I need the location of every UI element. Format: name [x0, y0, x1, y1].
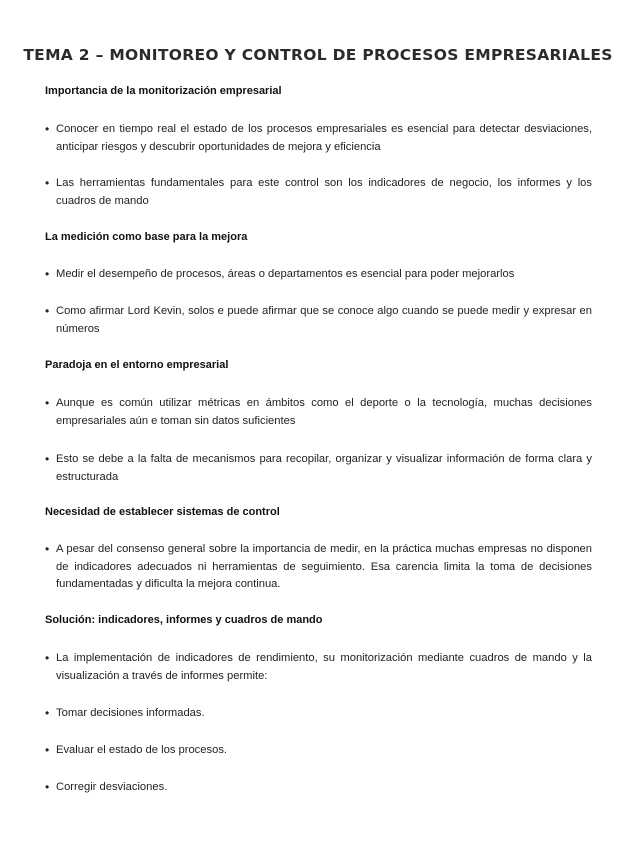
list-item: [45, 541, 592, 594]
list-item-text: Evaluar el estado de los procesos.: [56, 744, 228, 756]
list-item: [45, 303, 592, 338]
list-item: [45, 451, 592, 486]
list-item: [45, 121, 592, 156]
list-item-text: A pesar del consenso general sobre la importancia de medir, en la práctica muchas empresas no disponen de indicadores adecuados ni herramientas de seguimiento. Esa carencia limita la toma de decisiones fundamentadas y dificulta la mejora continua.: [56, 543, 592, 590]
list-item-text: Corregir desviaciones.: [56, 781, 168, 793]
list-item: [45, 175, 592, 210]
list-item: [45, 266, 592, 284]
section-heading-paradoja: Paradoja en el entorno empresarial: [45, 359, 229, 371]
list-item: [45, 779, 592, 797]
list-item-text: La implementación de indicadores de rendimiento, su monitorización mediante cuadros de mando y la visualización a través de informes permite:: [56, 652, 592, 682]
list-item-text: Conocer en tiempo real el estado de los procesos empresariales es esencial para detectar desviaciones, anticipar riesgos y descubrir oportunidades de mejora y eficiencia: [56, 123, 592, 153]
list-item-text: Tomar decisiones informadas.: [56, 707, 205, 719]
list-item: [45, 742, 592, 760]
list-item: [45, 705, 592, 723]
list-item: [45, 395, 592, 430]
section-heading-necesidad: Necesidad de establecer sistemas de control: [45, 506, 280, 518]
section-heading-importancia: Importancia de la monitorización empresarial: [45, 85, 282, 97]
list-item-text: Como afirmar Lord Kevin, solos e puede afirmar que se conoce algo cuando se puede medir y expresar en números: [56, 305, 592, 335]
section-heading-solucion: Solución: indicadores, informes y cuadros de mando: [45, 614, 323, 626]
list-item-text: Las herramientas fundamentales para este control son los indicadores de negocio, los informes y los cuadros de mando: [56, 177, 592, 207]
list-item: [45, 650, 592, 685]
section-heading-medicion: La medición como base para la mejora: [45, 231, 248, 243]
list-item-text: Aunque es común utilizar métricas en ámbitos como el deporte o la tecnología, muchas decisiones empresariales aún e toman sin datos suficientes: [56, 397, 592, 427]
list-item-text: Medir el desempeño de procesos, áreas o departamentos es esencial para poder mejorarlos: [56, 268, 515, 280]
page-title: TEMA 2 – MONITOREO Y CONTROL DE PROCESOS EMPRESARIALES: [23, 46, 613, 64]
list-item-text: Esto se debe a la falta de mecanismos para recopilar, organizar y visualizar información de forma clara y estructurada: [56, 453, 592, 483]
